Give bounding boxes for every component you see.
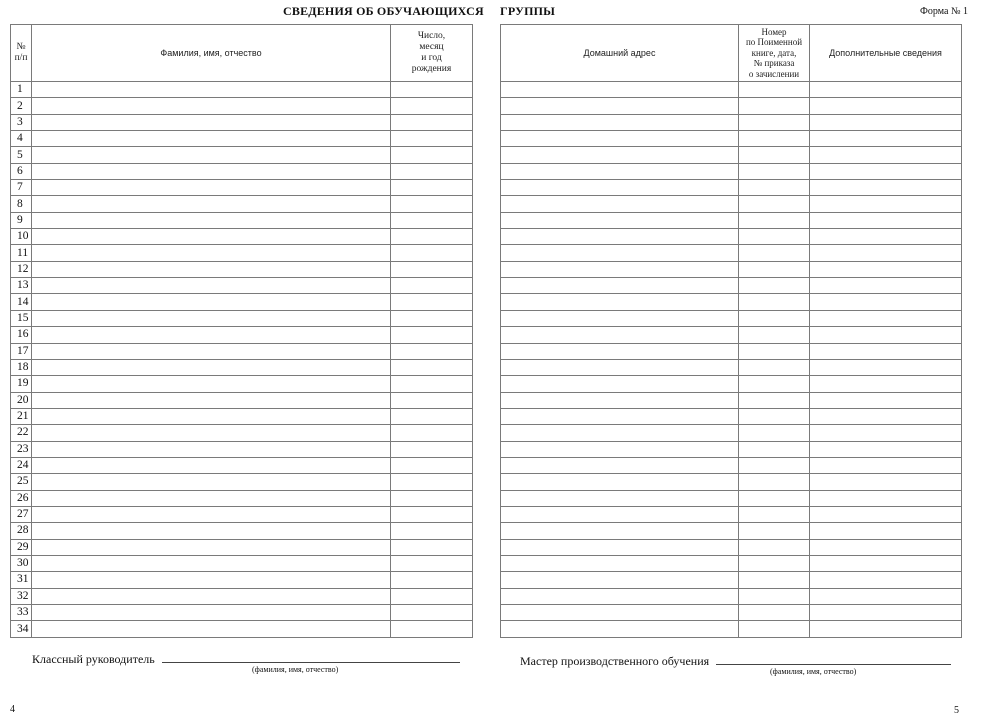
order-info-cell[interactable] xyxy=(739,572,810,588)
birth-date-cell[interactable] xyxy=(391,327,473,343)
table-row xyxy=(501,212,962,228)
table-row xyxy=(11,212,473,228)
full-name-cell[interactable] xyxy=(32,572,391,588)
header-num: № п/п xyxy=(11,25,32,82)
home-address-cell[interactable] xyxy=(501,294,739,310)
table-row xyxy=(501,555,962,571)
table-row xyxy=(501,310,962,326)
home-address-cell[interactable] xyxy=(501,98,739,114)
row-number: 8 xyxy=(11,196,32,212)
home-address-cell[interactable] xyxy=(501,506,739,522)
home-address-cell[interactable] xyxy=(501,343,739,359)
birth-date-cell[interactable] xyxy=(391,588,473,604)
row-number: 21 xyxy=(11,408,32,424)
full-name-cell[interactable] xyxy=(32,425,391,441)
table-row xyxy=(501,163,962,179)
birth-date-cell[interactable] xyxy=(391,278,473,294)
table-row xyxy=(501,359,962,375)
table-row xyxy=(501,82,962,98)
home-address-cell[interactable] xyxy=(501,621,739,637)
table-row xyxy=(11,114,473,130)
header-full-name: Фамилия, имя, отчество xyxy=(32,25,391,82)
table-row xyxy=(11,506,473,522)
order-info-cell[interactable] xyxy=(739,555,810,571)
home-address-cell[interactable] xyxy=(501,310,739,326)
additional-info-cell[interactable] xyxy=(810,441,962,457)
table-row xyxy=(11,278,473,294)
table-row xyxy=(501,343,962,359)
order-info-cell[interactable] xyxy=(739,278,810,294)
birth-date-cell[interactable] xyxy=(391,245,473,261)
row-number: 4 xyxy=(11,131,32,147)
table-row xyxy=(501,392,962,408)
full-name-cell[interactable] xyxy=(32,474,391,490)
class-teacher-line[interactable] xyxy=(162,652,460,663)
order-info-cell[interactable] xyxy=(739,490,810,506)
additional-info-cell[interactable] xyxy=(810,82,962,98)
home-address-cell[interactable] xyxy=(501,82,739,98)
home-address-cell[interactable] xyxy=(501,425,739,441)
home-address-cell[interactable] xyxy=(501,229,739,245)
master-line[interactable] xyxy=(716,654,951,665)
additional-info-cell[interactable] xyxy=(810,523,962,539)
additional-info-cell[interactable] xyxy=(810,278,962,294)
table-row xyxy=(501,523,962,539)
row-number: 22 xyxy=(11,425,32,441)
table-row xyxy=(11,425,473,441)
full-name-cell[interactable] xyxy=(32,376,391,392)
full-name-cell[interactable] xyxy=(32,490,391,506)
birth-date-cell[interactable] xyxy=(391,425,473,441)
table-row xyxy=(11,180,473,196)
additional-info-cell[interactable] xyxy=(810,229,962,245)
birth-date-cell[interactable] xyxy=(391,359,473,375)
row-number: 10 xyxy=(11,229,32,245)
additional-info-cell[interactable] xyxy=(810,98,962,114)
order-info-cell[interactable] xyxy=(739,506,810,522)
home-address-cell[interactable] xyxy=(501,147,739,163)
full-name-cell[interactable] xyxy=(32,114,391,130)
table-row xyxy=(11,245,473,261)
row-number: 11 xyxy=(11,245,32,261)
additional-info-cell[interactable] xyxy=(810,588,962,604)
additional-info-cell[interactable] xyxy=(810,555,962,571)
additional-info-cell[interactable] xyxy=(810,212,962,228)
table-row xyxy=(501,98,962,114)
row-number: 1 xyxy=(11,82,32,98)
row-number: 5 xyxy=(11,147,32,163)
additional-info-cell[interactable] xyxy=(810,392,962,408)
table-row xyxy=(501,327,962,343)
order-info-cell[interactable] xyxy=(739,82,810,98)
row-number: 26 xyxy=(11,490,32,506)
birth-date-cell[interactable] xyxy=(391,621,473,637)
full-name-cell[interactable] xyxy=(32,539,391,555)
home-address-cell[interactable] xyxy=(501,523,739,539)
order-info-cell[interactable] xyxy=(739,114,810,130)
full-name-cell[interactable] xyxy=(32,327,391,343)
table-row xyxy=(11,98,473,114)
home-address-cell[interactable] xyxy=(501,245,739,261)
full-name-cell[interactable] xyxy=(32,163,391,179)
additional-info-cell[interactable] xyxy=(810,294,962,310)
full-name-cell[interactable] xyxy=(32,98,391,114)
full-name-cell[interactable] xyxy=(32,457,391,473)
birth-date-cell[interactable] xyxy=(391,343,473,359)
additional-info-cell[interactable] xyxy=(810,163,962,179)
full-name-cell[interactable] xyxy=(32,408,391,424)
table-row xyxy=(11,555,473,571)
row-number: 27 xyxy=(11,506,32,522)
table-row xyxy=(501,278,962,294)
table-row xyxy=(11,343,473,359)
additional-info-cell[interactable] xyxy=(810,572,962,588)
full-name-cell[interactable] xyxy=(32,605,391,621)
full-name-cell[interactable] xyxy=(32,506,391,522)
row-number: 24 xyxy=(11,457,32,473)
order-info-cell[interactable] xyxy=(739,441,810,457)
order-info-cell[interactable] xyxy=(739,212,810,228)
table-row xyxy=(501,245,962,261)
birth-date-cell[interactable] xyxy=(391,82,473,98)
home-address-cell[interactable] xyxy=(501,359,739,375)
table-row xyxy=(501,408,962,424)
row-number: 7 xyxy=(11,180,32,196)
table-row xyxy=(501,261,962,277)
table-row xyxy=(11,196,473,212)
birth-date-cell[interactable] xyxy=(391,441,473,457)
row-number: 31 xyxy=(11,572,32,588)
birth-date-cell[interactable] xyxy=(391,131,473,147)
table-row xyxy=(11,621,473,637)
table-row xyxy=(11,310,473,326)
table-row xyxy=(501,474,962,490)
order-info-cell[interactable] xyxy=(739,196,810,212)
additional-info-cell[interactable] xyxy=(810,147,962,163)
table-row xyxy=(11,261,473,277)
birth-date-cell[interactable] xyxy=(391,408,473,424)
header-birth-date: Число, месяц и год рождения xyxy=(391,25,473,82)
class-teacher-hint: (фамилия, имя, отчество) xyxy=(252,665,339,674)
table-row xyxy=(501,621,962,637)
full-name-cell[interactable] xyxy=(32,294,391,310)
full-name-cell[interactable] xyxy=(32,523,391,539)
full-name-cell[interactable] xyxy=(32,245,391,261)
table-row xyxy=(501,506,962,522)
full-name-cell[interactable] xyxy=(32,82,391,98)
table-row xyxy=(11,147,473,163)
full-name-cell[interactable] xyxy=(32,278,391,294)
additional-info-cell[interactable] xyxy=(810,408,962,424)
additional-info-cell[interactable] xyxy=(810,310,962,326)
row-number: 23 xyxy=(11,441,32,457)
home-address-cell[interactable] xyxy=(501,474,739,490)
birth-date-cell[interactable] xyxy=(391,114,473,130)
home-address-cell[interactable] xyxy=(501,114,739,130)
additional-info-cell[interactable] xyxy=(810,245,962,261)
right-page-title: ГРУППЫ xyxy=(500,4,556,18)
table-row xyxy=(501,425,962,441)
additional-info-cell[interactable] xyxy=(810,490,962,506)
home-address-cell[interactable] xyxy=(501,555,739,571)
row-number: 3 xyxy=(11,114,32,130)
birth-date-cell[interactable] xyxy=(391,261,473,277)
row-number: 28 xyxy=(11,523,32,539)
table-row xyxy=(11,327,473,343)
order-info-cell[interactable] xyxy=(739,408,810,424)
full-name-cell[interactable] xyxy=(32,196,391,212)
row-number: 25 xyxy=(11,474,32,490)
table-row xyxy=(501,196,962,212)
table-row xyxy=(501,490,962,506)
birth-date-cell[interactable] xyxy=(391,523,473,539)
table-row xyxy=(501,588,962,604)
table-row xyxy=(501,131,962,147)
table-row xyxy=(11,588,473,604)
table-row xyxy=(11,131,473,147)
birth-date-cell[interactable] xyxy=(391,180,473,196)
additional-info-cell[interactable] xyxy=(810,457,962,473)
full-name-cell[interactable] xyxy=(32,555,391,571)
master-signature xyxy=(520,654,951,669)
additional-info-cell[interactable] xyxy=(810,327,962,343)
row-number: 14 xyxy=(11,294,32,310)
table-row xyxy=(11,490,473,506)
table-row xyxy=(501,294,962,310)
table-row xyxy=(11,605,473,621)
additional-info-cell[interactable] xyxy=(810,343,962,359)
table-row xyxy=(501,441,962,457)
table-row xyxy=(501,605,962,621)
additional-info-cell[interactable] xyxy=(810,621,962,637)
additional-info-cell[interactable] xyxy=(810,131,962,147)
left-page-title: СВЕДЕНИЯ ОБ ОБУЧАЮЩИХСЯ xyxy=(283,4,484,18)
order-info-cell[interactable] xyxy=(739,621,810,637)
home-address-cell[interactable] xyxy=(501,131,739,147)
order-info-cell[interactable] xyxy=(739,425,810,441)
table-row xyxy=(501,539,962,555)
order-info-cell[interactable] xyxy=(739,229,810,245)
additional-info-cell[interactable] xyxy=(810,425,962,441)
birth-date-cell[interactable] xyxy=(391,229,473,245)
full-name-cell[interactable] xyxy=(32,392,391,408)
birth-date-cell[interactable] xyxy=(391,98,473,114)
table-row xyxy=(501,147,962,163)
table-row xyxy=(11,408,473,424)
home-address-cell[interactable] xyxy=(501,278,739,294)
home-address-cell[interactable] xyxy=(501,212,739,228)
birth-date-cell[interactable] xyxy=(391,196,473,212)
table-row xyxy=(501,376,962,392)
row-number: 20 xyxy=(11,392,32,408)
header-order-info: Номер по Поименной книге, дата, № приказа о зачислении xyxy=(739,25,810,82)
row-number: 34 xyxy=(11,621,32,637)
home-address-cell[interactable] xyxy=(501,490,739,506)
order-info-cell[interactable] xyxy=(739,245,810,261)
table-row xyxy=(501,229,962,245)
home-address-cell[interactable] xyxy=(501,196,739,212)
additional-info-cell[interactable] xyxy=(810,114,962,130)
additional-info-cell[interactable] xyxy=(810,359,962,375)
row-number: 17 xyxy=(11,343,32,359)
birth-date-cell[interactable] xyxy=(391,506,473,522)
home-address-cell[interactable] xyxy=(501,441,739,457)
home-address-cell[interactable] xyxy=(501,261,739,277)
form-number: Форма № 1 xyxy=(920,6,968,17)
full-name-cell[interactable] xyxy=(32,441,391,457)
table-row xyxy=(501,180,962,196)
home-address-cell[interactable] xyxy=(501,163,739,179)
birth-date-cell[interactable] xyxy=(391,310,473,326)
additional-info-cell[interactable] xyxy=(810,474,962,490)
home-address-cell[interactable] xyxy=(501,588,739,604)
order-info-cell[interactable] xyxy=(739,98,810,114)
table-row xyxy=(501,572,962,588)
header-home-address: Домашний адрес xyxy=(501,25,739,82)
table-row xyxy=(501,114,962,130)
table-row xyxy=(11,229,473,245)
order-info-cell[interactable] xyxy=(739,180,810,196)
full-name-cell[interactable] xyxy=(32,212,391,228)
order-info-cell[interactable] xyxy=(739,376,810,392)
order-info-cell[interactable] xyxy=(739,457,810,473)
class-teacher-signature xyxy=(32,652,460,667)
birth-date-cell[interactable] xyxy=(391,392,473,408)
full-name-cell[interactable] xyxy=(32,359,391,375)
row-number: 29 xyxy=(11,539,32,555)
home-address-cell[interactable] xyxy=(501,180,739,196)
order-info-cell[interactable] xyxy=(739,310,810,326)
table-row xyxy=(11,523,473,539)
row-number: 18 xyxy=(11,359,32,375)
table-row xyxy=(11,82,473,98)
birth-date-cell[interactable] xyxy=(391,474,473,490)
full-name-cell[interactable] xyxy=(32,147,391,163)
order-info-cell[interactable] xyxy=(739,147,810,163)
order-info-cell[interactable] xyxy=(739,343,810,359)
birth-date-cell[interactable] xyxy=(391,605,473,621)
birth-date-cell[interactable] xyxy=(391,163,473,179)
table-row xyxy=(11,359,473,375)
row-number: 33 xyxy=(11,605,32,621)
additional-info-cell[interactable] xyxy=(810,376,962,392)
order-info-cell[interactable] xyxy=(739,163,810,179)
full-name-cell[interactable] xyxy=(32,180,391,196)
birth-date-cell[interactable] xyxy=(391,555,473,571)
birth-date-cell[interactable] xyxy=(391,147,473,163)
row-number: 9 xyxy=(11,212,32,228)
master-label: Мастер производственного обучения xyxy=(520,654,710,668)
birth-date-cell[interactable] xyxy=(391,294,473,310)
master-hint: (фамилия, имя, отчество) xyxy=(770,667,857,676)
order-info-cell[interactable] xyxy=(739,539,810,555)
row-number: 32 xyxy=(11,588,32,604)
table-row xyxy=(11,294,473,310)
full-name-cell[interactable] xyxy=(32,229,391,245)
order-info-cell[interactable] xyxy=(739,605,810,621)
additional-info-cell[interactable] xyxy=(810,180,962,196)
home-address-cell[interactable] xyxy=(501,605,739,621)
table-row xyxy=(11,392,473,408)
page-number-left: 4 xyxy=(10,704,15,715)
birth-date-cell[interactable] xyxy=(391,572,473,588)
header-additional-info: Дополнительные сведения xyxy=(810,25,962,82)
home-address-cell[interactable] xyxy=(501,327,739,343)
table-row xyxy=(501,457,962,473)
page-number-right: 5 xyxy=(954,705,959,716)
full-name-cell[interactable] xyxy=(32,588,391,604)
row-number: 16 xyxy=(11,327,32,343)
home-address-cell[interactable] xyxy=(501,457,739,473)
birth-date-cell[interactable] xyxy=(391,539,473,555)
birth-date-cell[interactable] xyxy=(391,376,473,392)
additional-info-cell[interactable] xyxy=(810,605,962,621)
order-info-cell[interactable] xyxy=(739,359,810,375)
birth-date-cell[interactable] xyxy=(391,212,473,228)
home-address-cell[interactable] xyxy=(501,572,739,588)
class-teacher-label: Классный руководитель xyxy=(32,652,155,666)
table-row xyxy=(11,163,473,179)
full-name-cell[interactable] xyxy=(32,310,391,326)
additional-info-cell[interactable] xyxy=(810,506,962,522)
table-row xyxy=(11,457,473,473)
order-info-cell[interactable] xyxy=(739,261,810,277)
full-name-cell[interactable] xyxy=(32,131,391,147)
row-number: 6 xyxy=(11,163,32,179)
table-row xyxy=(11,441,473,457)
students-table-left xyxy=(10,24,473,638)
table-row xyxy=(11,474,473,490)
row-number: 13 xyxy=(11,278,32,294)
row-number: 12 xyxy=(11,261,32,277)
order-info-cell[interactable] xyxy=(739,523,810,539)
home-address-cell[interactable] xyxy=(501,392,739,408)
row-number: 19 xyxy=(11,376,32,392)
full-name-cell[interactable] xyxy=(32,261,391,277)
home-address-cell[interactable] xyxy=(501,539,739,555)
birth-date-cell[interactable] xyxy=(391,490,473,506)
order-info-cell[interactable] xyxy=(739,474,810,490)
table-row xyxy=(11,376,473,392)
additional-info-cell[interactable] xyxy=(810,196,962,212)
full-name-cell[interactable] xyxy=(32,343,391,359)
order-info-cell[interactable] xyxy=(739,588,810,604)
students-table-right xyxy=(500,24,962,638)
table-row xyxy=(11,539,473,555)
home-address-cell[interactable] xyxy=(501,408,739,424)
full-name-cell[interactable] xyxy=(32,621,391,637)
birth-date-cell[interactable] xyxy=(391,457,473,473)
order-info-cell[interactable] xyxy=(739,294,810,310)
additional-info-cell[interactable] xyxy=(810,539,962,555)
order-info-cell[interactable] xyxy=(739,131,810,147)
row-number: 15 xyxy=(11,310,32,326)
home-address-cell[interactable] xyxy=(501,376,739,392)
row-number: 2 xyxy=(11,98,32,114)
order-info-cell[interactable] xyxy=(739,392,810,408)
table-row xyxy=(11,572,473,588)
order-info-cell[interactable] xyxy=(739,327,810,343)
additional-info-cell[interactable] xyxy=(810,261,962,277)
row-number: 30 xyxy=(11,555,32,571)
